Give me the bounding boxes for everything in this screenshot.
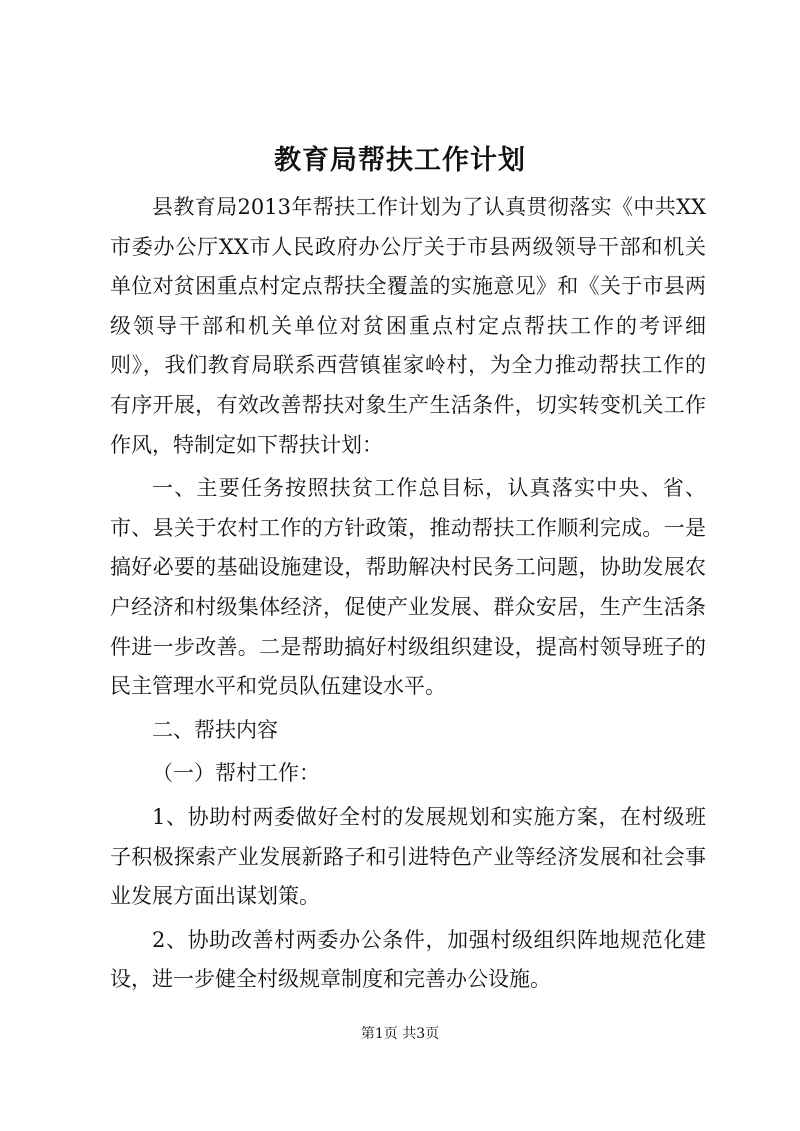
document-title: 教育局帮扶工作计划 <box>274 145 526 176</box>
page-footer: 第1页 共3页 <box>360 1026 440 1042</box>
paragraph-main-tasks: 一、主要任务按照扶贫工作总目标，认真落实中央、省、市、县关于农村工作的方针政策，推动帮扶工作顺利完成。一是搞好必要的基础设施建设，帮助解决村民务工问题，协助发展农户经济和村级集体经济，促使产业发展、群众安居，生产生活条件进一步改善。二是帮助搞好村级组织建设，提高村领导班子的民主管理水平和党员队伍建设水平。 <box>110 476 706 699</box>
paragraph-intro: 县教育局2013年帮扶工作计划为了认真贯彻落实《中共XX市委办公厅XX市人民政府办公厅关于市县两级领导干部和机关单位对贫困重点村定点帮扶全覆盖的实施意见》和《关于市县两级领导干部和机关单位对贫困重点村定点帮扶工作的考评细则》，我们教育局联系西营镇崔家岭村，为全力推动帮扶工作的有序开展，有效改善帮扶对象生产生活条件，切实转变机关工作作风，特制定如下帮扶计划： <box>110 195 706 457</box>
section-heading-content: 二、帮扶内容 <box>152 717 278 742</box>
document-body <box>110 188 706 1000</box>
paragraph-item-2: 2、协助改善村两委办公条件，加强村级组织阵地规范化建设，进一步健全村级规章制度和完善办公设施。 <box>110 927 706 992</box>
paragraph-item-1: 1、协助村两委做好全村的发展规划和实施方案，在村级班子积极探索产业发展新路子和引进特色产业等经济发展和社会事业发展方面出谋划策。 <box>110 804 706 909</box>
subsection-heading-village-work: （一）帮村工作： <box>152 761 320 786</box>
